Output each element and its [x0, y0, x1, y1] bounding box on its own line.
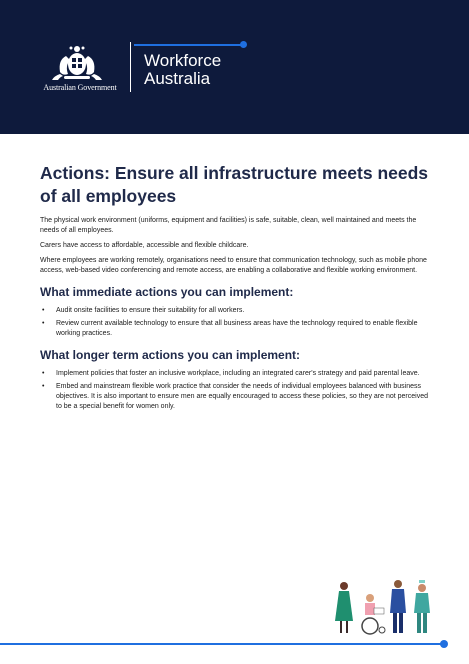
page-title: Actions: Ensure all infrastructure meets needs of all employees [40, 163, 429, 206]
people-illustration-icon [330, 578, 440, 636]
main-content [40, 162, 432, 415]
brand-line-1: Workforce [144, 51, 222, 70]
list-item: • Review current available technology to ensure that all business areas have the technology required to enable flexible working practices. [40, 319, 432, 339]
header-divider [130, 42, 131, 92]
brand-accent-line [134, 44, 244, 46]
brand-logo-text [144, 52, 221, 88]
list-item: • Implement policies that foster an inclusive workplace, including an integrated carer's strategy and paid parental leave. [40, 369, 432, 379]
coat-of-arms-icon [38, 44, 116, 82]
list-item: • Audit onsite facilities to ensure their suitability for all workers. [40, 306, 432, 316]
immediate-actions-heading: What immediate actions you can implement: [40, 285, 294, 299]
intro-paragraph-3: Where employees are working remotely, organisations need to ensure that communication technology, such as mobile phone access, web-based video conferencing and remote access, are enabling a collaborative and flexible working environment. [40, 257, 427, 274]
intro-paragraph-1: The physical work environment (uniforms, equipment and facilities) is safe, suitable, clean, well maintained and meets the needs of all employees. [40, 217, 417, 234]
government-label: Australian Government [43, 83, 117, 92]
brand-accent-dot [240, 41, 247, 48]
longer-actions-list [40, 369, 432, 412]
footer-accent-dot [440, 640, 448, 648]
footer-accent-line [0, 643, 444, 645]
intro-paragraph-2: Carers have access to affordable, accessible and flexible childcare. [40, 242, 249, 249]
list-item: • Embed and mainstream flexible work practice that consider the needs of individual employees balanced with business objectives. It is also important to ensure men are equally encouraged to access these policies, so they are not perceived to be a special benefit for women only. [40, 382, 432, 412]
brand-line-2: Australia [144, 69, 211, 88]
immediate-actions-list [40, 306, 432, 339]
longer-actions-heading: What longer term actions you can implement: [40, 348, 301, 362]
page-header [0, 0, 469, 134]
